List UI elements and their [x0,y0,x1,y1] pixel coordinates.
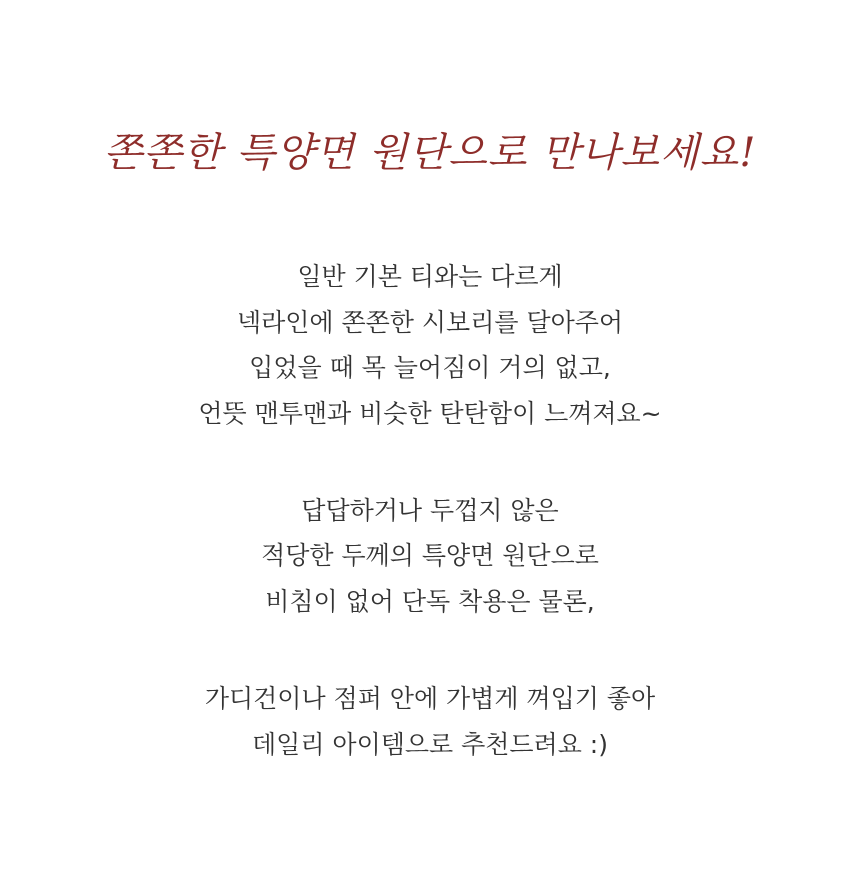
text-line: 데일리 아이템으로 추천드려요 :) [252,729,608,759]
text-line: 넥라인에 쫀쫀한 시보리를 달아주어 [236,307,624,337]
paragraph-3 [0,676,860,767]
text-line: 입었을 때 목 늘어짐이 거의 없고, [249,353,611,383]
text-line: 가디건이나 점퍼 안에 가볍게 껴입기 좋아 [204,683,656,713]
text-line: 비침이 없어 단독 착용은 물론, [265,587,595,617]
description-text [0,254,860,818]
handwritten-headline: 쫀쫀한 특양면 원단으로 만나보세요! [103,130,757,176]
paragraph-2 [0,488,860,625]
text-line: 일반 기본 티와는 다르게 [297,262,563,291]
text-line: 답답하거나 두껍지 않은 [301,495,559,525]
text-line: 적당한 두께의 특양면 원단으로 [261,541,599,571]
text-line: 언뜻 맨투맨과 비슷한 탄탄함이 느껴져요~ [198,399,662,429]
paragraph-1 [0,254,860,437]
